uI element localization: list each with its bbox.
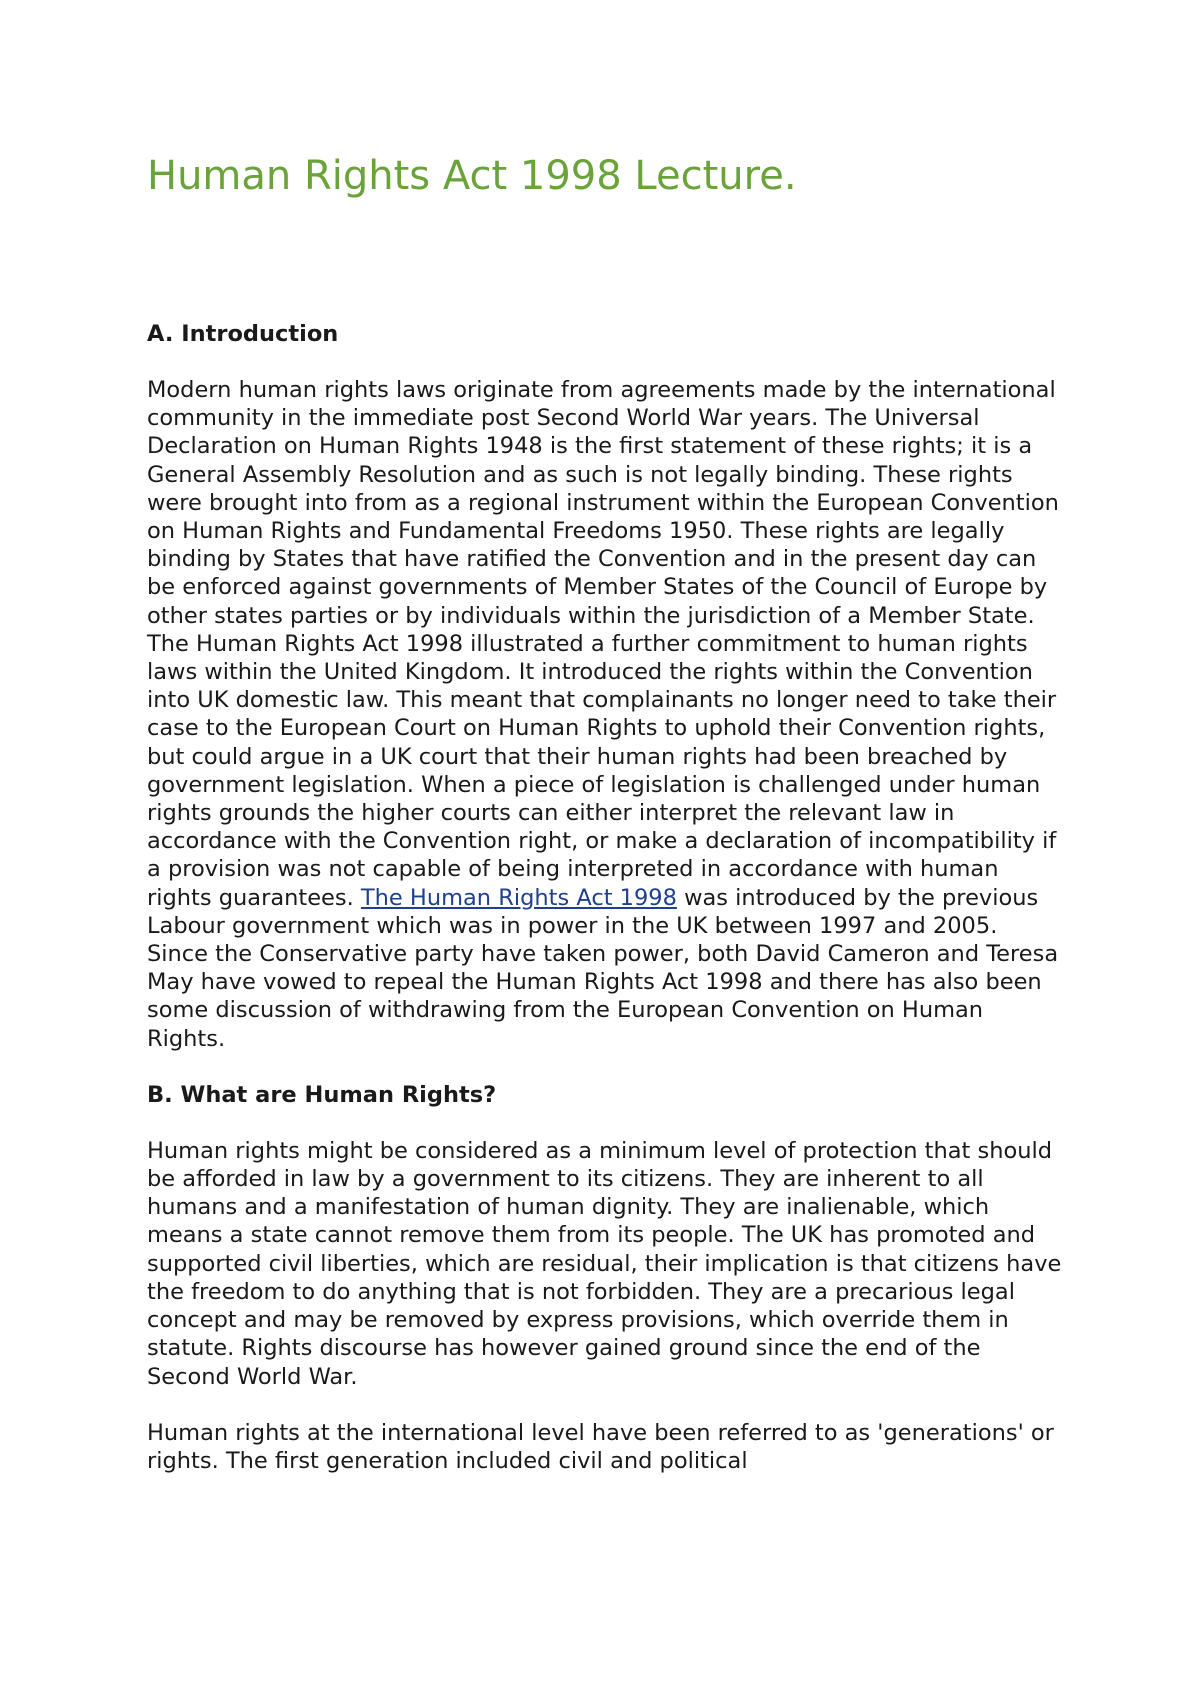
document-title: Human Rights Act 1998 Lecture. — [147, 153, 797, 199]
introduction-paragraph — [147, 376, 1062, 1053]
document-body — [147, 140, 1062, 1475]
introduction-text-after-link: was introduced by the previous Labour government which was in power in the UK between 1997 and 2005. Since the Conservative party have taken power, both David Cameron and Teresa May have vowed to repeal the Human Rights Act 1998 and there has also been some discussion of withdrawing from the European Convention on Human Rights. — [147, 884, 1059, 1052]
what-are-human-rights-paragraph-1: Human rights might be considered as a minimum level of protection that should be afforded in law by a government to its citizens. They are inherent to all humans and a manifestation of human dignity. They are inalienable, which means a state cannot remove them from its people. The UK has promoted and supported civil liberties, which are residual, their implication is that citizens have the freedom to do anything that is not forbidden. They are a precarious legal concept and may be removed by express provisions, which override them in statute. Rights discourse has however gained ground since the end of the Second World War. — [147, 1137, 1062, 1390]
human-rights-act-link[interactable]: The Human Rights Act 1998 — [360, 884, 677, 911]
section-heading-what-are-human-rights: B. What are Human Rights? — [147, 1081, 497, 1108]
what-are-human-rights-paragraph-2: Human rights at the international level have been referred to as 'generations' or rights. The first generation included civil and political — [147, 1419, 1054, 1474]
introduction-text-before-link: Modern human rights laws originate from agreements made by the international community in the immediate post Second World War years. The Universal Declaration on Human Rights 1948 is the first statement of these rights; it is a General Assembly Resolution and as such is not legally binding. These rights were brought into from as a regional instrument within the European Convention on Human Rights and Fundamental Freedoms 1950. These rights are legally binding by States that have ratified the Convention and in the present day can be enforced against governments of Member States of the Council of Europe by other states parties or by individuals within the jurisdiction of a Member State. The Human Rights Act 1998 illustrated a further commitment to human rights laws within the United Kingdom. It introduced the rights within the Convention into UK domestic law. This meant that complainants no longer need to take their case to the European Court on Human Rights to uphold their Convention rights, but could argue in a UK court that their human rights had been breached by government legislation. When a piece of legislation is challenged under human rights grounds the higher courts can either interpret the relevant law in accordance with the Convention right, or make a declaration of incompatibility if a provision was not capable of being interpreted in accordance with human rights guarantees. — [147, 377, 1059, 911]
section-heading-introduction: A. Introduction — [147, 321, 339, 347]
